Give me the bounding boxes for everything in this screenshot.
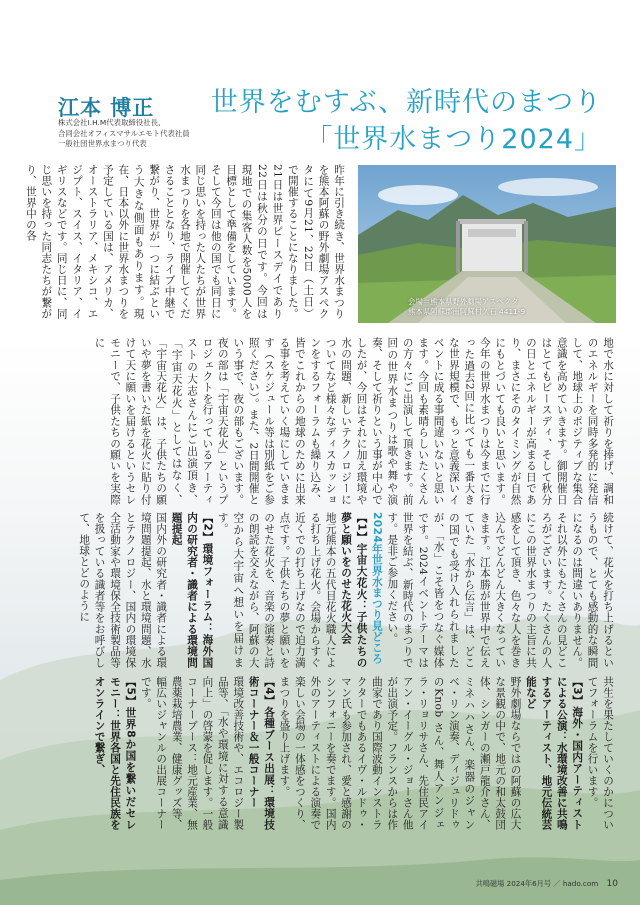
section-heading: 【2】環境フォーラム：海外国内の研究者・識者による環境問題提起 xyxy=(170,512,214,668)
author-roles xyxy=(58,118,190,150)
section-heading: 【1】宇宙大花火：子供たちの夢と願いをのせた花火大会 xyxy=(340,512,368,668)
page-subtitle: 「世界水まつり2024」 xyxy=(305,124,602,155)
author-role: 合同会社オフィスマサルエモト代表社員 xyxy=(58,128,190,138)
section-heading: 【4】各種ブース出展：環境技術コーナー＆一般コーナー xyxy=(247,676,276,830)
author-role: 株式会社I.H.M代表取締役社長、 xyxy=(58,118,166,127)
caption-line: 会場＝熊本県野外劇場アスペクタ xyxy=(408,297,519,306)
article-column xyxy=(58,676,615,830)
article-column xyxy=(58,512,615,668)
section-heading: 【5】世界8か国を繋いだセレモニー：世界各国と先住民族をオンラインで繋ぎ、 xyxy=(93,676,137,830)
page-title: 世界をむすぶ、新時代のまつり xyxy=(210,87,602,118)
page-footer xyxy=(476,879,618,889)
article-column: 昨年に引き続き、世界水まつりを熊本阿蘇の野外劇場アスペクタにて9月21、22日（土日）で開催することになりました。21日は世界ピースデイであり22日は秋分の日です。今回は現地での集客人数を5000人を目標として準備をしています。そして今回は他の国でも同日に同じ思いを持った人たちが世界水まつりを各地で開催してくださることとなり、ライブ中継で繋がり、世界が一つに結ぶという大きな側面もあります。現在、日本以外に世界水まつりを予定している国は、アメリカ、オーストラリア、メキシコ、エジプト、スイス、イタリア、イギリスなどです。同じ日に、同じ思いを持った同志たちが繋がり、世界中の各 xyxy=(24,164,345,319)
section-body: 地元熊本の五代目花火職人による打ち上げ花火。会場からすぐ近くでの打ち上げなので迫力満点です。子供たちの夢と願いをのせた花火を、音楽の演奏と詩の朗読を交えながら、阿蘇の大空から大宇宙へ想いを届けます。 xyxy=(216,512,337,668)
author-role: 一般社団世界水まつり代表 xyxy=(58,139,147,148)
author-name: 江本 博正 xyxy=(58,96,155,120)
page-number: 10 xyxy=(606,879,618,889)
section-body: 野外劇場ならではの阿蘇の広大な景観の中で、地元の和太鼓団体、シンガーの瀬戸龍介さん、ミネハハさん、楽器のジャンベ・リン演奏、ディジュリドゥのKnob さん、舞人アンジェラ・リョリサさん、先住民アイアン・イーグル・ジョーさん他が出演予定。フランスからは作曲家であり国際波動インストラクターでもあるイヴ・ルドゥ・マン氏も参加され、愛と感謝のシンフォニーを奏でます。国内外のアーティストによる演奏で楽しい会場の一体感をつくり、まつりを盛り上げます。 xyxy=(278,676,522,830)
section-body: 国内外の研究者・識者による環境問題提起、水と環境問題、水とテクノロジー、国内の環境保全活動家や環境保全技術製品等を扱っている識者等をお呼びして、地球とどのように xyxy=(78,512,168,668)
photo-caption xyxy=(408,297,525,317)
article-paragraph: 共生を果たしていくのかについてフォーラムを行います。 xyxy=(586,676,614,830)
caption-line: 熊本県阿蘇郡南阿蘇村久石 4411-9 xyxy=(408,307,526,316)
section-heading: 【3】海外・国内アーティストによる公演：水環境改善に共鳴するアーティスト、地元伝統芸能など xyxy=(524,676,584,830)
article-paragraph: 続けて、花火を打ち上げるというもので、とても感動的な瞬間になるのは間違いありません。それ以外にもたくさんの見どころがございます。たくさんの人にこの世界水まつりの主旨に共感をして頂き、色々な人を巻き込んでどんどん大きくなっていきます。江本勝が世界中で伝えていた「水から伝言」は、どこの国でも受け入れられましたが、「水」こそ皆をつなぐ媒体です。2024イベントテーマは世界を結ぶ、新時代のまつりです。是非ご参加ください。 xyxy=(386,512,614,668)
article-column: 地で水に対して祈りを捧げ、調和のエネルギーを同時多発的に発信して、地球上のポジティブな集合意識を高めていきます。御開催日はとてもピースディ、そして秋分の日とエネルギーが高まる日であり、まさにそのタイミングが自然にもとづいても良いと思います。今年の世界水まつりは今までに行った過去2回に比べても一番大きな世界規模で、もっと意義深いイベントに成る事間違いないと思います。今回も素晴らしいたくさんの方々にご出演して頂きます。前回の世界水まつりは歌や舞や演奏、そして祈りという事が中心でしたが、今回はそれに加え環境や水の問題、新しいテクノロジーについてなど様々なディスカッションをするフォーラムも繰り込み、皆でこれからの地球のために出来る事を考えていく場にしていきます（スケジュール等は別紙をご参照ください）。また、2日間開催という事で、夜の部もございます。夜の部は「宇宙天花火」というプロジェクトを行っているアーティストの大志さんにご出演頂き、「宇宙天花火」としてはなく、「宇宙天花火」は、子供たちの願いや夢を書いた紙を花火に貼り付けて天に願いを届けるというセレモニーで、子供たちの願いを実際に xyxy=(93,337,614,505)
section-heading: 2024年世界水まつり見どころ xyxy=(370,512,383,665)
section-body: 環境改善技術や、エコロジー製品等、「水や環境に対する意識向上」の啓蒙を促します。一般コーナーブース：地元産業、無農薬栽培農業、健康グッズ等、幅広いジャンルの出展コーナーです。 xyxy=(139,676,245,830)
publication-name: 共鳴磁場 2024年6月号 ／ hado.com xyxy=(475,879,599,888)
